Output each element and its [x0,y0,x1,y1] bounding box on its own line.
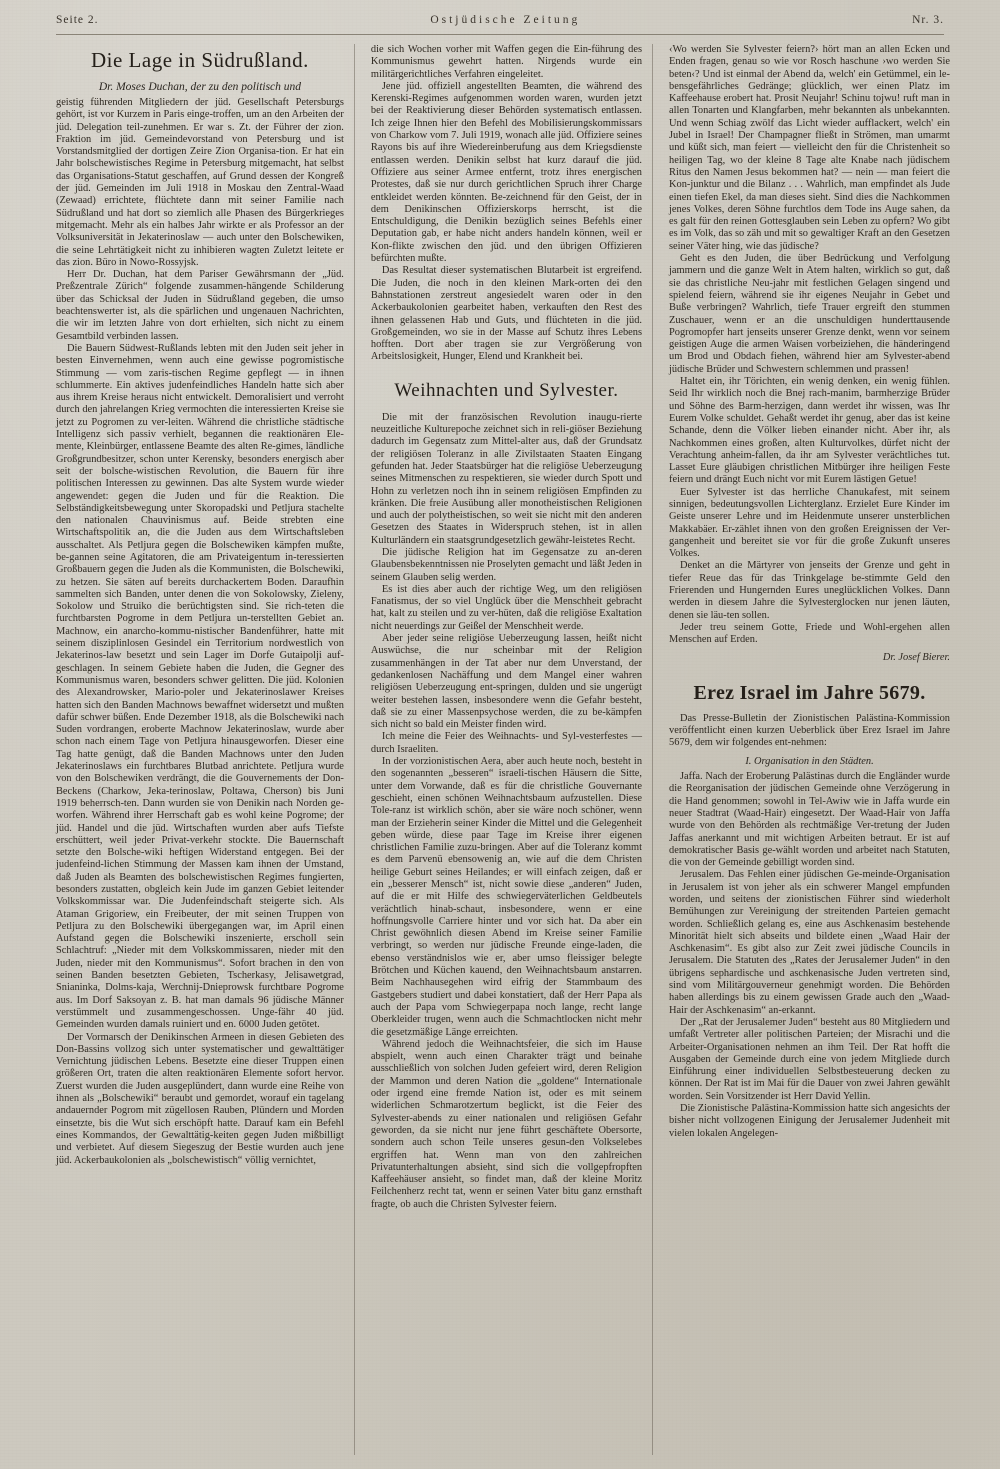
paragraph: Denket an die Märtyrer von jenseits der Grenze und geht in tiefer Reue das für das Trinkgelage be-stimmte Geld den Frierenden und Hungernden Eures uneglücklichen Volkes. Dann werden in diesem Jahre die Sylvesterglocken nur jenen läuten, denen sie läu-ten sollen. [669,560,950,621]
paragraph: Jeder treu seinem Gotte, Friede und Wohl-ergehen allen Menschen auf Erden. [669,621,950,646]
masthead [56,14,944,26]
section-title-weihnachten: Weihnachten und Sylvester. [394,379,619,401]
paragraph: Jerusalem. Das Fehlen einer jüdischen Ge-meinde-Organisation in Jerusalem ist von jeher als ein schwerer Mangel empfunden worden, und seitens der zionistischen Führer sind wiederholt Bemühungen zur Vereinigung der streitenden Parteien gemacht worden. Schließlich gelang es, eine aus Aschkenasim bestehende Minorität hielt sich abseits und bildete einen „Waad Hair der Aschkenasim“. Es gibt also zur Zeit zwei jüdische Councils in Jerusalem. Die Statuten des „Rates der Jerusalemer Juden“ in den übrigens sephardische und aschkenasische Juden vertreten sind, sind vom Militärgouverneur genehmigt worden. Die Behörden haben allerdings bis zu einem gewissen Grade auch den „Waad-Hair der Aschkenasim“ an-erkannt. [669,869,950,1016]
paragraph: Der „Rat der Jerusalemer Juden“ besteht aus 80 Mitgliedern und umfaßt Vertreter aller politischen Parteien; der Misrachi und die Arbeiter-Organisationen nehmen an ihm Teil. Der Rat hofft die Ausgaben der Gemeinde durch eine von jedem Mitgliede durch Einführung einer individuellen Selbstbesteuerung decken zu können. Der Rat ist im Mai für die Dauer von zwei Jahren gewählt worden. Sein Vorsitzender ist Herr David Yellin. [669,1016,950,1102]
paragraph: Es ist dies aber auch der richtige Weg, um den religiösen Fanatismus, der so viel Unglück über die Menschheit gebracht hat, kalt zu steilen und zu ver-hüten, daß die religiöse Exaltation nicht neuerdings zur Geißel der Menschheit werde. [370,583,643,632]
paragraph: geistig führenden Mitgliedern der jüd. Gesellschaft Petersburgs gehört, ist vor Kurzem in Paris einge-troffen, um an den Arbeiten der jüd. Delegation teil-zunehmen. Er war s. Zt. der Führer der zion. Fraktion im jüd. Gemeindevorstand von Petersburg und ist Vorstandsmitglied der dortigen Zeire Zion Organisa-tion. Er hat ein Jahr bolschewistisches Regime in Petersburg mitgemacht, hat selbst das Organisations-Statut geschaffen, auf Grund dessen der Kongreß der jüd. Gemeinden im Juli 1918 in Moskau den Zentral-Waad (Zewaad) errichtete, flüchtete dann mit seiner Familie nach Südrußland und hat dort so ziemlich alle Phasen des Bürgerkrieges mitgemacht. Mehr als ein halbes Jahr wirkte er als Professor an der Volksuniversität in Jekaterinoslaw — auch unter den Bolschewiken, die seine Lehrtätigkeit nicht zu inhibieren wagten Zuletzt leitete er das zion. Büro in Nowo-Rossyjsk. [56,97,344,268]
paragraph: die sich Wochen vorher mit Waffen gegen die Ein-führung des Kommunismus gewehrt hatten. Nirgends wurde ein militärgerichtliches Verfahren eingeleitet. [370,44,643,80]
paragraph: Der Vormarsch der Denikinschen Armeen in diesen Gebieten des Don-Bassins vollzog sich unter systematischer und gewalttätiger Vernichtung jüdischen Lebens. Besetzte eine dieser Truppen einen größeren Ort, traten die alten reaktionären Elemente sofort hervor. Zuerst wurden die Juden ausgeplündert, dann wurde eine Reihe von ihnen als „Bolschewiki“ beraubt und gemordet, worauf ein tagelang andauernder Pogrom mit zügellosen Rauben, Plündern und Morden einsetzte, bis die Wut sich erschöpft hatte. Darauf kam ein Befehl eines Kommandos, der Gewalttätig-keiten gegen Juden mißbilligt und verbietet. Auf diesem Siegeszug der Bestie wurden auch jene jüd. Ackerbaukolonien als „bolschewistisch“ völlig vernichtet, [56,1031,344,1166]
article-signature: Dr. Josef Bierer. [882,651,950,663]
paragraph: Die Bauern Südwest-Rußlands lebten mit den Juden seit jeher in besten Einvernehmen, wenn auch eine gewisse pogromistische Stimmung — vom zaris-tischen Regime gepflegt — in ihnen schlummerte. Ein aktives judenfeindliches Handeln hatte sich aber aus ihrem Kreise heraus nicht entwickelt. Demoralisiert und verroht durch den jahrelangen Krieg vermochten die interessierten Kreise sie jetzt zu Pogromen zu ver-leiten. Während die christliche städtische Intelligenz sich passiv verhielt, begannen die reaktionären Ele-mente, Kleinbürger, entlassene Beamte des alten Re-gimes, ländliche Großgrundbesitzer, schon unter Kerensky, besonders energisch aber seit der bolsche-wistischen Revolution, die Bauern für ihre politischen Interessen zu gewinnen. Das alte System wurde wieder angewendet: gegen die Juden und für die Reaktion. Die Selbständigkeitsbewegung unter Skoropadski und Petljura stachelte den nationalen Chauvinismus auf. Beide strebten eine Wirtschaftspolitik an, die die Juden aus dem Wirtschaftsleben ausschaltet. Als Petljura gegen die Bolschewiken kämpfen mußte, be-gannen seine Agitatoren, die am Privateigentum in-teressierten Großbauern gegen die Juden als die Kommunisten, die Bolschewiki, zu hetzen. Sie säten auf bereits durchackertem Boden. Daraufhin sammelten sich Banden, unter denen die von Sokolowsky, Zieleny, Sokolow und Struiko die berüchtigsten sind. Sie rich-teten die furchtbarsten Pogrome in dem Petljura un-terstellten Gebiet an. Machnow, ein anarcho-kommu-nistischer Bandenführer, hatte mit seinem disziplinlosen Gesindel ein Territorium nordwestlich von Jekaterinos-law besetzt und sein Lager im Dorfe Gutaipolji auf-geschlagen. In seinem Gebiete haben die Juden, die Gegner des Kommunismus waren, besonders schwer gelitten. Die jüd. Kolonien des Alexandrowsker, Mario-poler und Jekaterinoslawer Kreises hatten sich den Banden Machnows bewaffnet widersetzt und mußten dafür schwer büßen. Ende Dezember 1918, als die Bolschewiki nach Suden vordrangen, eroberte Machnow Jekaterinoslaw, wurde aber schon nach einem Tage von Petljura hinausgeworfen. Dieser eine Tag hatte genügt, daß die Banden Machnows unter den Juden Jekaterinoslaws ein furchtbares Blutbad anrichtete. Petljura wurde von den Bolschewiken verdrängt, die die Gouvernements der Don-Beckens (Charkow, Jeka-terinoslaw, Poltawa, Cherson) bis Juni 1919 beherrsch-ten. Dann wurden sie von Denikin nach Norden ge-worfen. Während ihrer Herrschaft gab es wohl keine Pogrome; der jüd. Handel und die jüd. Wirtschaften wurden aber aufs Tiefste erschüttert, weil jeder Privat-verkehr stockte. Die Bauernschaft setzte den Bolsche-wiki heftigen Widerstand entgegen. Bei der judenfeind-lichen Stimmung der Massen kam ihnen der Umstand, daß Juden als Beamten des bolschewistischen Regimes fungierten, besonders zustatten, obgleich kein Jude im ganzen Gebiet leitender Volkskommissar war. Die Judenfeindschaft steigerte sich. Als Ataman Grigoriew, ein Freibeuter, der mit seinen Truppen von Petljura zu den Bolschewiki übergegangen war, im April einen Aufstand gegen die Bolschewiki inszenierte, erscholl sein Schlachtruf: „Nieder mit dem Volkskommissaren, nieder mit den Juden, nieder mit den Kommunismus“. Sofort brachen in den von seinen Banden besetzten Gebieten, Tscherkasy, Jelisawetgrad, Snianinka, Dolms-kaja, Werchnij-Dnieprowsk furchtbare Pogrome aus. Im Dorf Saksoyan z. B. hat man damals 96 jüdische Männer verstümmelt und zusammengeschossen. Unge-fähr 40 jüd. Gemeinden wurden damals ruiniert und en. 6000 Juden getötet. [56,342,344,1031]
paragraph: Herr Dr. Duchan, hat dem Pariser Gewährsmann der „Jüd. Preßzentrale Zürich“ folgende zusammen-hängende Schilderung über das Schicksal der Juden in Südrußland gegeben, die umso beachtenswerter ist, als die spärlichen und ungenauen Nachrichten, die wir im letzten Jahre von dort erhielten, sich nicht zu einem Gesamtbild verbinden lassen. [56,269,344,342]
subsection-label: I. Organisation in den Städten. [745,755,874,767]
article-columns [56,44,950,1455]
paragraph: In der vorzionistischen Aera, aber auch heute noch, besteht in den sogenannten „besseren“ israeli-tischen Häusern die Sitte, unter dem Vorwande, daß es für die christliche Gouvernante geschieht, einen schönen Weihnachtsbaum aufzustellen. Diese Tole-ranz ist wirklich schön, aber sie wäre noch schöner, wenn man der Erzieherin seiner Kinder die Mittel und die Gelegenheit geben würde, diese paar Tage im Kreise ihrer eigenen christlichen Familie zuzu-bringen. Aber auf die Toleranz kommt es dem Parvenü ebensowenig an, wie auf die dem Christen heilige Geburt seines Heilandes; er will einfach zeigen, daß er ein „besserer Mensch“ ist, nicht sowie diese „anderen“ Juden, auf die er mit Hilfe des schwiegerväterlichen Geldbeutels verächtlich hinab-schaut, insbesondere, wenn er eine hoffnungsvolle Carriere hinter und vor sich hat. Da aber ein Christ gewöhnlich diesen Abend im Kreise seiner Familie verbringt, so werden nur jüdische Freunde einge-laden, die ebenso verständnislos wie er, aber umso fleissiger belegte Brötchen und Küchen kauend, den Weihnachtsbaum anstarren. Beim Nachhausegehen wird eifrig der Stammbaum des Gastgebers studiert und dabei konstatiert, daß der Herr Papa als auch der Papa vom Schwiegerpapa noch lange, recht lange Oberkleider trugen, wenn auch die Schmachtlocken nicht mehr die gesetzmäßige Länge erreichten. [370,756,643,1038]
paragraph: Das Resultat dieser systematischen Blutarbeit ist ergreifend. Die Juden, die noch in den kleinen Mark-orten dei den Bahnstationen zerstreut angesiedelt waren oder in den Ackerbaukolonien gearbeitet haben, verkauften den Rest des ihnen gelassenen Hab und Guts, und flüchteten in die jüd. Großgemeinden, wo sie in der Masse auf Schutz ihres Lebens hofften. Dort aber tragen sie zur Vergrößerung von Arbeitslosigkeit, Hunger, Elend und Krankheit bei. [370,265,643,363]
article-subhead: Dr. Moses Duchan, der zu den politisch und [98,81,302,93]
paragraph: Die jüdische Religion hat im Gegensatze zu an-deren Glaubensbekenntnissen nie Proselyten gemacht und läßt Jeden in seinem Glauben selig werden. [370,546,643,583]
issue-number-right: Nr. 3. [912,14,944,26]
page-number-left: Seite 2. [56,14,99,26]
column-one [56,44,354,1455]
section-title-erez-israel: Erez Israel im Jahre 5679. [693,681,926,704]
paragraph: Haltet ein, ihr Törichten, ein wenig denken, ein wenig fühlen. Seid Ihr wirklich noch die Bnej rach-manim, barmherzige Brüder und Söhne des Barm-herzigen, dann werdet ihr wissen, was Ihr Eurem Volke schuldet. Gehaßt werdet ihr genug, aber das ist keine Schande, denn die Völker lieben einander nicht. Aber ihr, als Nachkommen eines großen, alten Kulturvolkes, dürfet nicht der Verachtung anheim-fallen, da ihr am Sylvester verächtliches tut. Lasset Eure gläubigen christlichen Mitbürger ihre heiligen Feste feiern und drängt Euch nicht vor mit Eurem lästigen Getue! [669,376,950,486]
paragraph: Ich meine die Feier des Weihnachts- und Syl-vesterfestes — durch Israeliten. [370,731,643,755]
paragraph: Geht es den Juden, die über Bedrückung und Verfolgung jammern und die ganze Welt in Atem halten, wirklich so gut, daß sie das christliche Neu-jahr mit festlichen Gelagen singend und spielend feiern, während sie ihr eigenes Neujahr in Gebet und Buße verbringen? Wahrlich, tiefe Trauer ergreift den stummen Zuschauer, wenn er an die unschuldigen hunderttausende Pogromopfer hart jenseits unserer Grenze denkt, wenn vor seinem geistigen Auge die armen Waisen vorbeiziehen, die händeringend um Brod und Obdach fiehen, während hier am Sylvester-abend jüdische Brüder und Schwestern schlemmen und prassen! [669,253,950,375]
paragraph: Jene jüd. offiziell angestellten Beamten, die während des Kerenski-Regimes aufgenommen worden waren, wurden jetzt bei der Reaktivierung dieser Behörden systematisch entlassen. Ich zeige Ihnen hier den Befehl des Mobilisierungskommissars von Charkow vom 7. Juli 1919, wonach alle jüd. Offiziere seines Rayons bis auf ihre Wiedereinberufung aus dem Kriegsdienste entlassen werden. Denikin selbst hat kurz darauf die jüd. Offiziere aus seiner Armee entfernt, trotz ihres energischen Protestes, daß sie nur durch gerichtlichen Spruch ihrer Charge entkleidet werden könnten. Be-zeichnend für den Geist, der in dem Denikinschen Offizierskorps herrscht, ist die Entschuldigung, die Denikin bezüglich seines Befehls einer Deputation gab, er habe nicht anders handeln können, weil er Kon-flikte zwischen den jüd. und den übrigen Offizieren befürchten mußte. [370,80,643,265]
column-three [652,44,950,1455]
paragraph: Die Zionistische Palästina-Kommission hatte sich angesichts der bisher nicht vollzogenen Einigung der Jerusalemer Judenheit mit vielen lokalen Angelegen- [669,1103,950,1139]
masthead-rule [56,34,944,35]
paragraph: Während jedoch die Weihnachtsfeier, die sich im Hause abspielt, wenn auch einen Charakter trägt und beinahe ausschließlich von solchen Juden gefeiert wird, deren Religion der Mammon und deren Nation die „goldene“ Internationale oder irgend eine fremde Nation ist, oder es mit seinem widerlichen Schmarotzertum beglickt, ist die Feier des Sylvester-abends zu einer nationalen und religiösen Gefahr geworden, da sie nicht nur jene führt geschäftete Obersorte, sondern auch schon Teile unseres gesun-den Volkselebes ergriffen hat. Wenn man von den zahlreichen Privatunterhaltungen absieht, sind sich die vollgepfropften Kaffeehäuser ansieht, so findet man, daß der kleine Moritz Feilchenherz recht tat, wenn er seinen Vater bitu ganz ernsthaft fragte, ob auch die Christen Sylvester feiern. [370,1038,643,1210]
paragraph: Aber jeder seine religiöse Ueberzeugung lassen, heißt nicht Auswüchse, die nur scheinbar mit der Religion zusammenhängen in der Tat aber nur dem Unverstand, der gedankenlosen Nachäffung und dem Mangel einer wahren religiösen Ueberzeugung ent-springen, dulden und sie ungerügt weiter bestehen lassen, insbesondere wenn die Gefahr besteht, daß sie zu einer Massenpsychose werden, die zu be-kämpfen sich nicht so bald ein Meister finden wird. [370,633,643,731]
newspaper-title: Ostjüdische Zeitung [430,14,581,26]
column-two [354,44,652,1455]
paragraph: ‹Wo werden Sie Sylvester feiern?› hört man an allen Ecken und Enden fragen, genau so wie vor Rosch haschune ›wo werden Sie beten‹? Und ist einmal der Abend da, welch' ein Getümmel, ein le-bensgefährliches Gedränge; glücklich, wer einen Platz im Kaffeehause erobert hat. Prosit Neujahr! Schinu tojwu! ruft man in allen Tonarten und Klangfarben, mehr bekannten als unbekannten. Und wenn Schiag zwölf das Licht wieder aufflackert, welch' ein Jubel in Israel! Der Champagner fließt in Strömen, man umarmt und küßt sich, man feiert — vielleicht den für die Christenheit so heiligen Tag, wo der kleine 8 Tage alte Knabe nach jüdischem Ritus den Namen Jesus bekommen hat? — nein — man feiert die Kon-junktur und die Bilanz . . . Wahrlich, man empfindet als Jude einen tiefen Ekel, da man dieses sieht. Sind dies die Nachkommen jenes Volkes, deren Söhne furchtlos dem Tode ins Auge sahen, da es galt für den reinen Gottesglauben sein Leben zu opfern? Wo gibt es im Volk, das so zäh und mit so gewaltiger Kraft an den Gesetzen seiner Väter hing, wie das jüdische? [669,44,950,252]
page-title: Die Lage in Südrußland. [90,48,309,72]
paragraph: Jaffa. Nach der Eroberung Palästinas durch die Engländer wurde die Reorganisation der jüdischen Gemeinde ohne Verzögerung in die Hand genommen; sowohl in Tel-Awiw wie in Jaffa wurde ein neuer Stadtrat (Waad-Hair) eingesetzt. Der Waad-Hair von Jaffa wurde von den Behörden als rechtmäßige Ver-tretung der Juden Jaffas anerkannt und mit wichtigen Arbeiten betraut. Er ist auf demokratischer Basis ge-wählt worden und arbeitet nach Statuten, die von der Gemeinde gebilligt worden sind. [669,771,950,869]
paragraph: Das Presse-Bulletin der Zionistischen Palästina-Kommission veröffentlicht einen kurzen Ueberblick über Erez Israel im Jahre 5679, dem wir folgendes ent-nehmen: [669,712,950,749]
paragraph: Euer Sylvester ist das herrliche Chanukafest, mit seinem sinnigen, bedeutungsvollen Lichterglanz. Erzielet Eure Kinder im Geiste unserer Lehre und im Heidenmute unserer unsterblichen Makkabäer. Er-zählet ihnen von den großen Ereignissen der Ver-gangenheit und bereitet sie vor für die große Zukunft unseres Volkes. [669,486,950,560]
paragraph: Die mit der französischen Revolution inaugu-rierte neuzeitliche Kulturepoche zeichnet sich in reli-giöser Beziehung dadurch im Gegensatz zum Mittel-alter aus, daß der Grundsatz der religiösen Toleranz in alle Zivilstaaten Staaten Eingang gefunden hat. Jeder Staatsbürger hat die religiöse Ueberzeugung seines Mitmenschen zu respektieren, sie wieder durch Spott und Hohn zu verletzen noch ihn in seinem religiösen Empfinden zu kränken. Die freie Ausübung aller monotheistischen Religionen und auch der polytheistischen, so weit sie nicht mit den anderen Gesetzen des Staates in Widerspruch stehen, ist in allen Kulturländern ein staatsgrundgesetzlich gewähr-leistetes Recht. [370,411,643,546]
